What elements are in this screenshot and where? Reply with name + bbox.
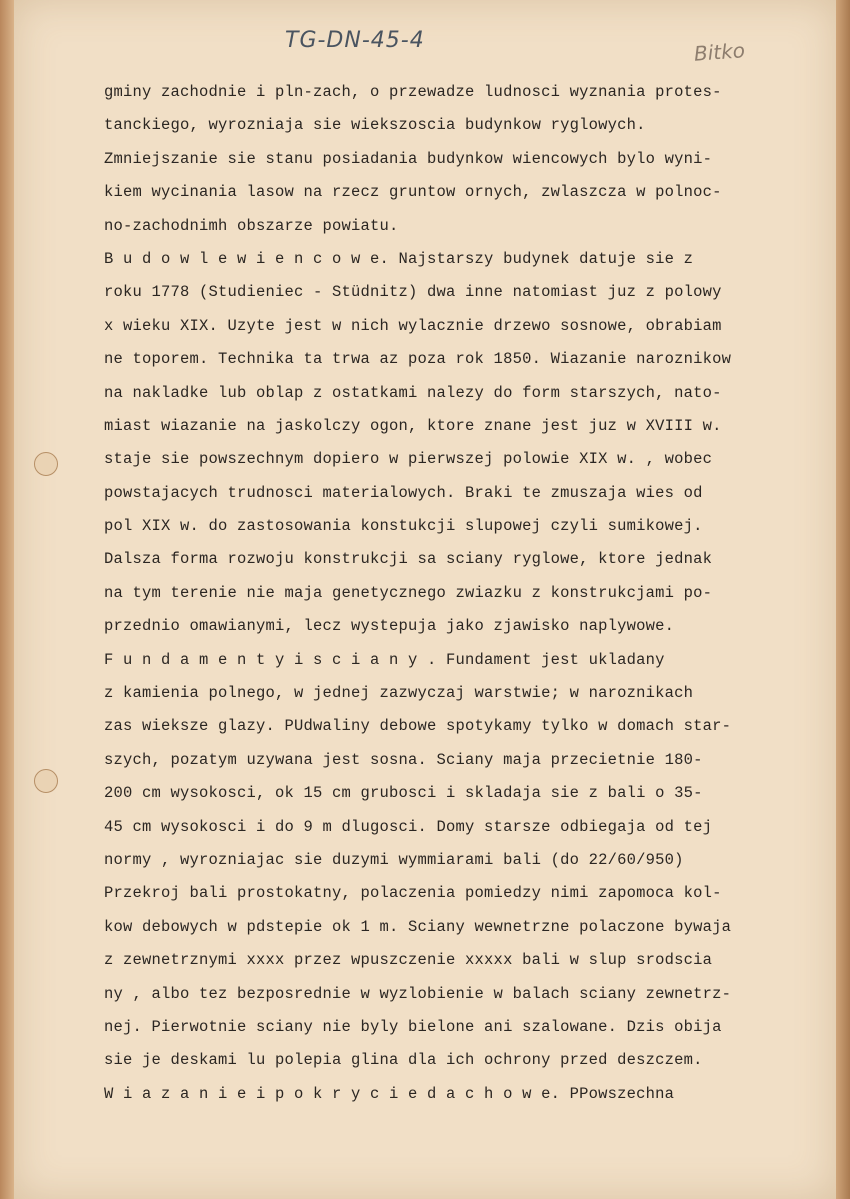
- punch-hole-lower: [34, 769, 58, 793]
- text-line: na nakladke lub oblap z ostatkami nalezy do form starszych, nato-: [104, 383, 722, 402]
- text-line: W i a z a n i e i p o k r y c i e d a c h o w e. PPowszechna: [104, 1084, 675, 1103]
- text-line: ny , albo tez bezposrednie w wyzlobienie w balach sciany zewnetrz-: [104, 984, 732, 1003]
- handwritten-reference: TG-DN-45-4: [285, 28, 425, 53]
- text-line: kiem wycinania lasow na rzecz gruntow ornych, zwlaszcza w polnoc-: [104, 183, 722, 202]
- text-line: 200 cm wysokosci, ok 15 cm grubosci i skladaja sie z bali o 35-: [104, 784, 703, 803]
- text-line: kow debowych w pdstepie ok 1 m. Sciany wewnetrzne polaczone bywaja: [104, 917, 732, 936]
- text-line: x wieku XIX. Uzyte jest w nich wylacznie drzewo sosnowe, obrabiam: [104, 316, 722, 335]
- text-line: no-zachodnimh obszarze powiatu.: [104, 216, 399, 235]
- text-line: Zmniejszanie sie stanu posiadania budynkow wiencowych bylo wyni-: [104, 149, 713, 168]
- text-line: B u d o w l e w i e n c o w e. Najstarszy budynek datuje sie z: [104, 249, 694, 268]
- text-line: nej. Pierwotnie sciany nie byly bielone ani szalowane. Dzis obija: [104, 1017, 722, 1036]
- text-line: gminy zachodnie i pln-zach, o przewadze ludnosci wyznania protes-: [104, 83, 722, 101]
- text-line: z zewnetrznymi xxxx przez wpuszczenie xxxxx bali w slup srodscia: [104, 951, 713, 970]
- text-line: sie je deskami lu polepia glina dla ich ochrony przed deszczem.: [104, 1051, 703, 1070]
- text-line: miast wiazanie na jaskolczy ogon, ktore znane jest juz w XVIII w.: [104, 416, 722, 435]
- text-line: 45 cm wysokosci i do 9 m dlugosci. Domy starsze odbiegaja od tej: [104, 817, 713, 836]
- text-line: na tym terenie nie maja genetycznego zwiazku z konstrukcjami po-: [104, 583, 713, 602]
- typed-text-body: [104, 76, 824, 1111]
- text-line: przednio omawianymi, lecz wystepuja jako zjawisko naplywowe.: [104, 617, 675, 636]
- page-right-edge: [836, 0, 850, 1199]
- page-left-edge: [0, 0, 14, 1199]
- text-line: F u n d a m e n t y i s c i a n y . Fundament jest ukladany: [104, 650, 665, 669]
- text-line: Przekroj bali prostokatny, polaczenia pomiedzy nimi zapomoca kol-: [104, 884, 722, 903]
- text-line: pol XIX w. do zastosowania konstukcji slupowej czyli sumikowej.: [104, 517, 703, 536]
- punch-hole-upper: [34, 452, 58, 476]
- text-line: roku 1778 (Studieniec - Stüdnitz) dwa inne natomiast juz z polowy: [104, 283, 722, 302]
- text-line: Dalsza forma rozwoju konstrukcji sa sciany ryglowe, ktore jednak: [104, 550, 713, 569]
- text-line: tanckiego, wyrozniaja sie wiekszoscia budynkow ryglowych.: [104, 116, 646, 135]
- text-line: staje sie powszechnym dopiero w pierwszej polowie XIX w. , wobec: [104, 450, 713, 469]
- handwritten-margin-note: Bitko: [693, 38, 746, 66]
- text-line: powstajacych trudnosci materialowych. Braki te zmuszaja wies od: [104, 483, 703, 502]
- text-line: z kamienia polnego, w jednej zazwyczaj warstwie; w naroznikach: [104, 684, 694, 703]
- text-line: szych, pozatym uzywana jest sosna. Sciany maja przecietnie 180-: [104, 750, 703, 769]
- text-line: ne toporem. Technika ta trwa az poza rok 1850. Wiazanie naroznikow: [104, 350, 732, 369]
- text-line: zas wieksze glazy. PUdwaliny debowe spotykamy tylko w domach star-: [104, 717, 732, 736]
- text-line: normy , wyrozniajac sie duzymi wymmiarami bali (do 22/60/950): [104, 850, 684, 869]
